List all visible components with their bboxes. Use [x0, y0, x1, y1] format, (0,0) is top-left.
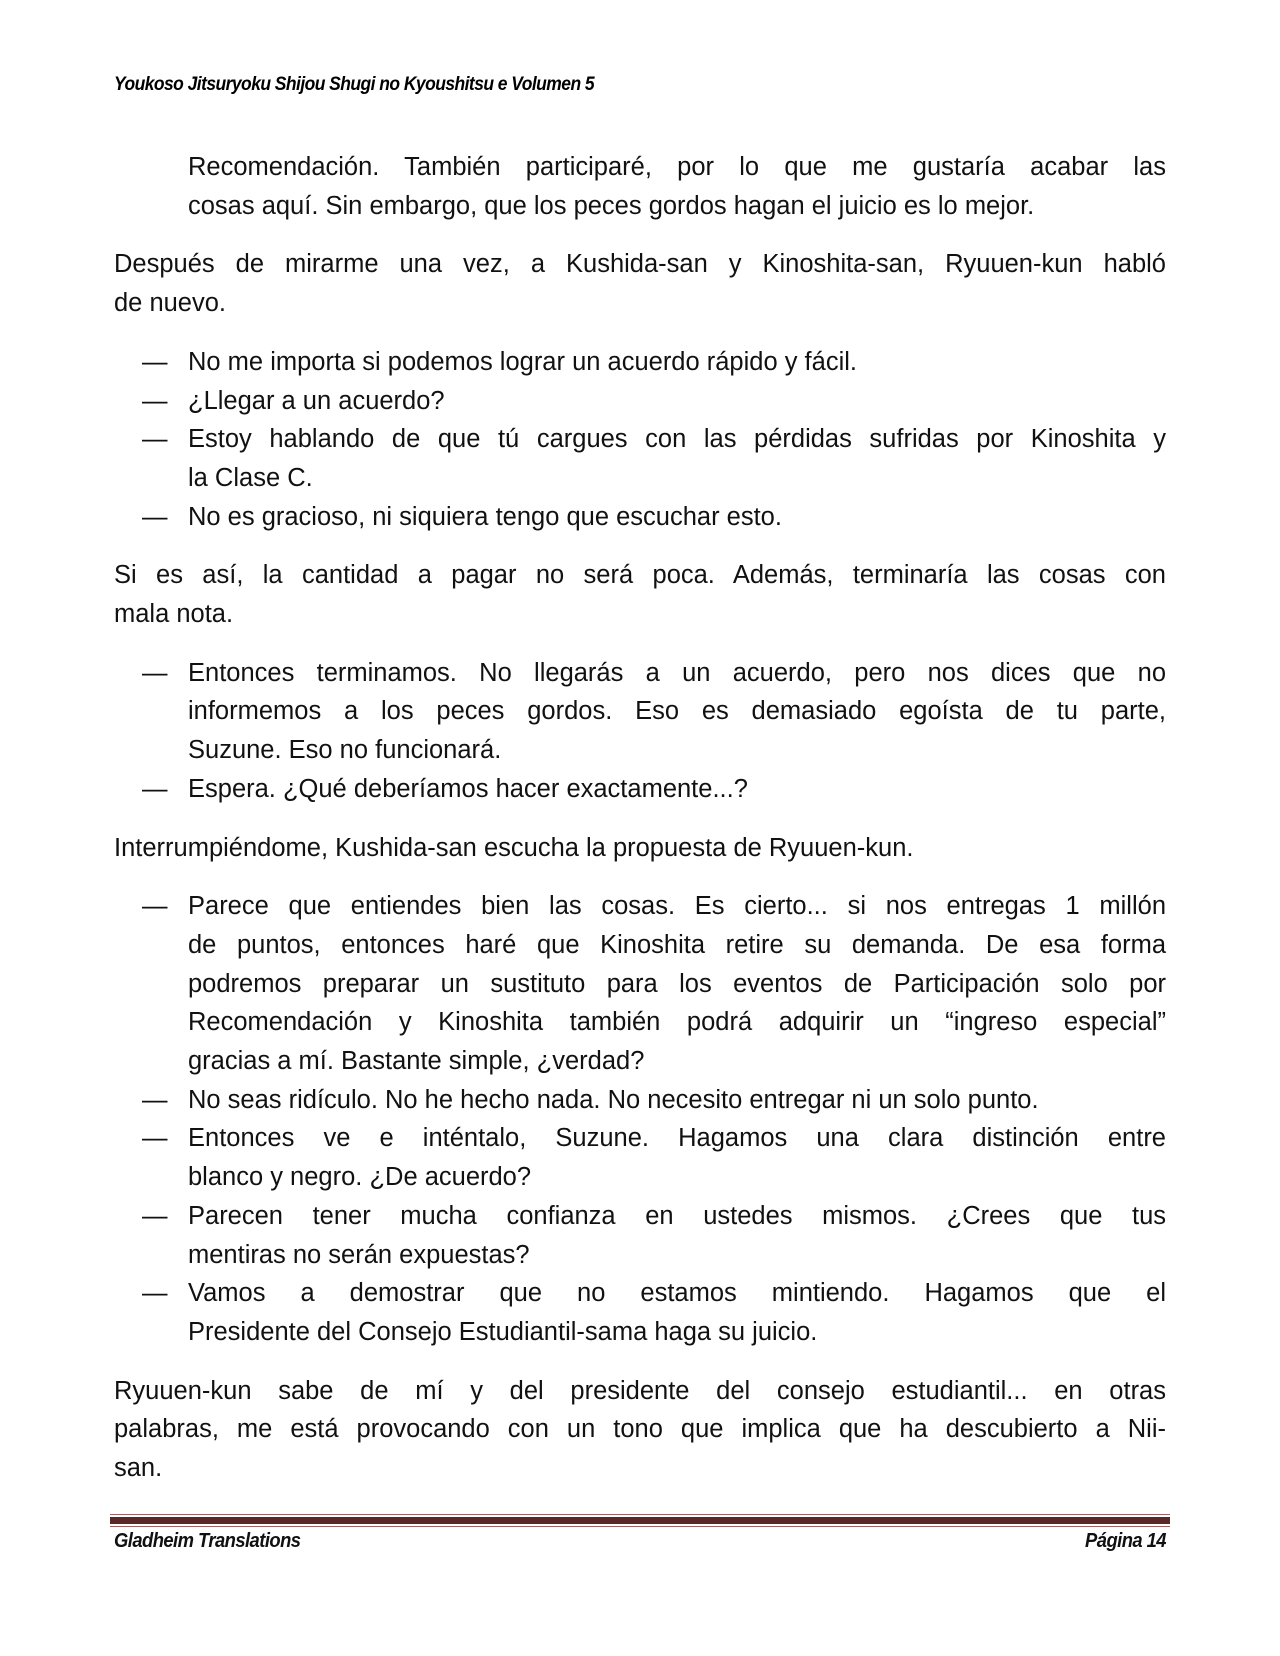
text-line: No seas ridículo. No he hecho nada. No necesito entregar ni un solo punto.: [188, 1085, 1039, 1114]
text-line: Recomendación. También participaré, por lo que me gustaría acabar las: [188, 153, 1166, 181]
text-line: Después de mirarme una vez, a Kushida-san y Kinoshita-san, Ryuuen-kun habló: [114, 250, 1166, 279]
em-dash: —: [142, 502, 168, 531]
text-line: Presidente del Consejo Estudiantil-sama haga su juicio.: [188, 1317, 818, 1346]
text-line: No me importa si podemos lograr un acuerdo rápido y fácil.: [188, 347, 857, 376]
text-line: Vamos a demostrar que no estamos mintiendo. Hagamos que el: [188, 1279, 1166, 1308]
dialogue-block: [114, 343, 1166, 537]
dialogue-line: [114, 420, 1166, 497]
dialogue-line: [114, 343, 1166, 382]
text-line: de puntos, entonces haré que Kinoshita retire su demanda. De esa forma: [188, 930, 1166, 959]
dialogue-line: [114, 654, 1166, 770]
text-line: cosas aquí. Sin embargo, que los peces gordos hagan el juicio es lo mejor.: [188, 191, 1035, 220]
text-line: Parecen tener mucha confianza en ustedes mismos. ¿Crees que tus: [188, 1201, 1166, 1230]
text-line: palabras, me está provocando con un tono que implica que ha descubierto a Nii-: [114, 1415, 1166, 1444]
text-line: gracias a mí. Bastante simple, ¿verdad?: [188, 1047, 645, 1076]
footer-divider: [110, 1514, 1170, 1527]
text-line: san.: [114, 1454, 163, 1483]
footer-page-number: Página 14: [1085, 1530, 1166, 1552]
paragraph: [114, 556, 1166, 633]
text-line: Espera. ¿Qué deberíamos hacer exactamente...?: [188, 774, 748, 803]
text-line: Estoy hablando de que tú cargues con las pérdidas sufridas por Kinoshita y: [188, 425, 1166, 454]
dialogue-block: [114, 654, 1166, 809]
dialogue-line: [114, 1119, 1166, 1196]
text-line: Entonces terminamos. No llegarás a un acuerdo, pero nos dices que no: [188, 658, 1166, 687]
page-body: [114, 148, 1166, 1508]
em-dash: —: [142, 347, 168, 376]
text-line: mentiras no serán expuestas?: [188, 1240, 530, 1269]
text-line: Suzune. Eso no funcionará.: [188, 736, 502, 765]
em-dash: —: [142, 1085, 168, 1114]
dialogue-line: [114, 887, 1166, 1081]
em-dash: —: [142, 892, 168, 921]
dialogue-line: [114, 1274, 1166, 1351]
text-line: Si es así, la cantidad a pagar no será poca. Además, terminaría las cosas con: [114, 561, 1166, 590]
text-line: ¿Llegar a un acuerdo?: [188, 386, 445, 415]
em-dash: —: [142, 1279, 168, 1308]
text-line: blanco y negro. ¿De acuerdo?: [188, 1163, 532, 1192]
text-line: Recomendación y Kinoshita también podrá adquirir un “ingreso especial”: [188, 1008, 1166, 1037]
paragraph: [114, 829, 1166, 868]
em-dash: —: [142, 1124, 168, 1153]
text-line: de nuevo.: [114, 289, 227, 318]
dialogue-line: [114, 770, 1166, 809]
dialogue-line: [114, 498, 1166, 537]
dialogue-line: [114, 1081, 1166, 1120]
em-dash: —: [142, 386, 168, 415]
text-line: la Clase C.: [188, 463, 313, 492]
dialogue-line: [114, 382, 1166, 421]
em-dash: —: [142, 774, 168, 803]
text-line: Entonces ve e inténtalo, Suzune. Hagamos una clara distinción entre: [188, 1124, 1166, 1153]
footer-publisher: Gladheim Translations: [114, 1530, 301, 1552]
running-header: Youkoso Jitsuryoku Shijou Shugi no Kyoushitsu e Volumen 5: [114, 74, 595, 95]
text-line: No es gracioso, ni siquiera tengo que escuchar esto.: [188, 502, 782, 531]
em-dash: —: [142, 1201, 168, 1230]
text-line: podremos preparar un sustituto para los eventos de Participación solo por: [188, 969, 1166, 998]
em-dash: —: [142, 658, 168, 687]
dialogue-block: [114, 887, 1166, 1351]
em-dash: —: [142, 425, 168, 454]
paragraph: [114, 1372, 1166, 1488]
text-line: Ryuuen-kun sabe de mí y del presidente del consejo estudiantil... en otras: [114, 1376, 1166, 1405]
text-line: mala nota.: [114, 600, 234, 629]
text-line: Parece que entiendes bien las cosas. Es cierto... si nos entregas 1 millón: [188, 892, 1166, 921]
text-line: informemos a los peces gordos. Eso es demasiado egoísta de tu parte,: [188, 697, 1166, 726]
dialogue-line: [114, 1197, 1166, 1274]
text-line: Interrumpiéndome, Kushida-san escucha la propuesta de Ryuuen-kun.: [114, 833, 914, 862]
paragraph: [114, 148, 1166, 225]
paragraph: [114, 245, 1166, 322]
